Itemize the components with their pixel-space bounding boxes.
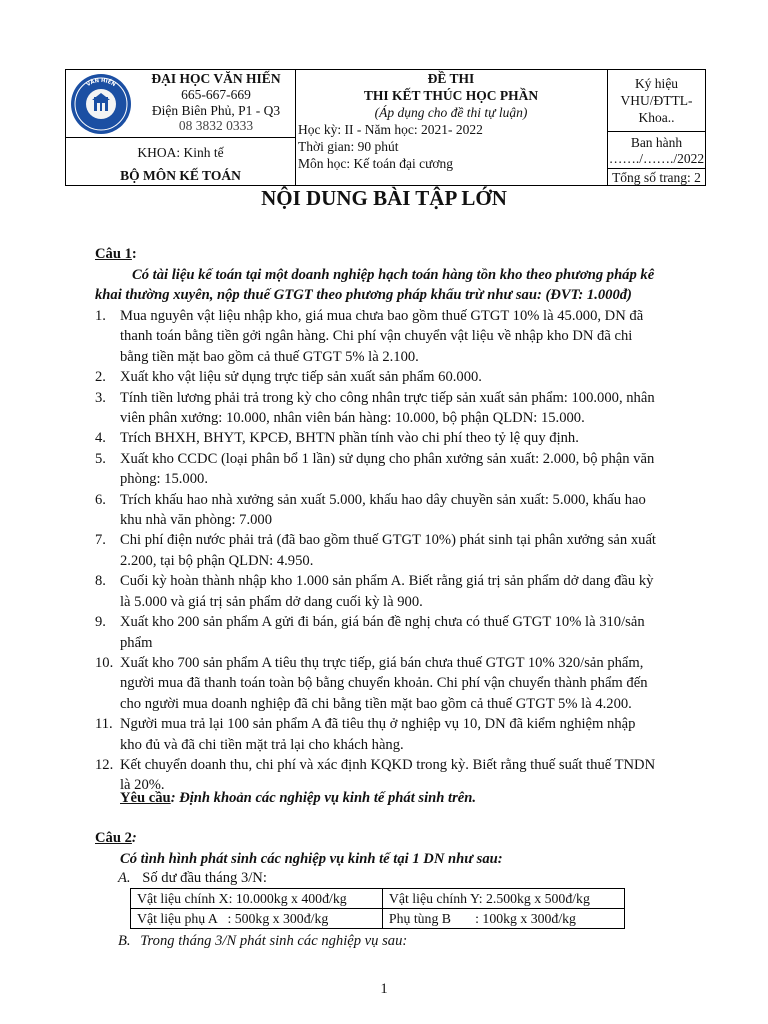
list-item xyxy=(95,388,694,429)
q1-heading xyxy=(95,244,137,264)
logo-text: VĂN HIẾN xyxy=(85,77,117,89)
table-cell: Vật liệu chính X: 10.000kg x 400đ/kg xyxy=(131,889,383,909)
list-item-line: Trích khấu hao nhà xưởng sản xuất 5.000, khấu hao dây chuyền sản xuất: 5.000, khấu hao xyxy=(120,491,646,508)
exam-subject: Môn học: Kế toán đại cương xyxy=(298,156,454,171)
doc-code-value: VHU/ĐTTL- xyxy=(620,93,693,108)
q2-section-a xyxy=(118,868,267,888)
list-item xyxy=(95,306,694,367)
university-name: ĐẠI HỌC VĂN HIẾN xyxy=(151,71,281,86)
q2-intro: Có tình hình phát sinh các nghiệp vụ kinh tế tại 1 DN như sau: xyxy=(120,851,503,867)
list-item-number: 4. xyxy=(95,430,106,447)
list-item-line: kho đủ và đã chi tiền mặt trả lại cho khách hàng. xyxy=(120,736,404,753)
list-item-line: phòng: 15.000. xyxy=(120,471,208,488)
list-item xyxy=(95,490,694,531)
list-item-number: 5. xyxy=(95,450,106,467)
list-item xyxy=(95,612,694,653)
list-item-line: cho người mua doanh nghiệp đã chi bằng tiền mặt bao gồm cả thuế GTGT 5% là 4.200. xyxy=(120,695,632,712)
list-item-number: 7. xyxy=(95,532,106,549)
exam-type: THI KẾT THÚC HỌC PHẦN xyxy=(363,88,539,103)
q2-section-b-label: B. xyxy=(118,933,131,949)
exam-note: (Áp dụng cho đề thi tự luận) xyxy=(374,105,528,120)
list-item-line: Mua nguyên vật liệu nhập kho, giá mua chưa bao gồm thuế GTGT 10% là 45.000, DN đã xyxy=(120,308,644,324)
list-item-line: khu nhà văn phòng: 7.000 xyxy=(120,512,273,529)
list-item-line: người mua đã thanh toán toàn bộ bằng chuyển khoản. Chi phí vận chuyển thành phẩm đến xyxy=(120,675,648,692)
list-item-number: 3. xyxy=(95,389,106,406)
list-item-number: 1. xyxy=(95,308,106,324)
table-cell: Vật liệu chính Y: 2.500kg x 500đ/kg xyxy=(382,889,624,909)
list-item-number: 8. xyxy=(95,573,106,590)
department-name: BỘ MÔN KẾ TOÁN xyxy=(120,168,241,183)
list-item-number: 2. xyxy=(95,369,106,386)
list-item xyxy=(95,530,694,571)
list-item-line: viên phân xưởng: 10.000, nhân viên bán hàng: 10.000, bộ phận QLDN: 15.000. xyxy=(120,410,585,427)
list-item-number: 6. xyxy=(95,491,106,508)
doc-code-label: Ký hiệu xyxy=(634,76,679,91)
list-item xyxy=(95,367,694,387)
table-row xyxy=(131,889,625,909)
list-item xyxy=(95,571,694,612)
list-item-line: Xuất kho CCDC (loại phân bổ 1 lần) sử dụng cho phân xưởng sản xuất: 2.000, bộ phận văn xyxy=(120,450,655,467)
exam-semester: Học kỳ: II - Năm học: 2021- 2022 xyxy=(298,122,483,137)
list-item-line: Người mua trả lại 100 sản phẩm A đã tiêu thụ ở nghiệp vụ 10, DN đã kiểm nghiệm nhập xyxy=(120,716,636,733)
list-item-number: 12. xyxy=(95,756,114,773)
q1-intro-line2: khai thường xuyên, nộp thuế GTGT theo phương pháp khấu trừ như sau: (ĐVT: 1.000đ) xyxy=(95,287,632,303)
list-item-number: 10. xyxy=(95,654,114,671)
q1-label: Câu 1 xyxy=(95,246,132,262)
q1-requirement xyxy=(120,788,476,808)
doc-code-suffix: Khoa.. xyxy=(638,110,675,125)
list-item xyxy=(95,714,694,755)
q1-requirement-label: Yêu cầu xyxy=(120,790,171,806)
q1-requirement-text: : Định khoản các nghiệp vụ kinh tế phát sinh trên. xyxy=(170,790,477,806)
table-cell: Phụ tùng B : 100kg x 300đ/kg xyxy=(382,909,624,929)
q2-colon: : xyxy=(131,830,137,846)
list-item-line: bằng tiền mặt bao gồm cả thuế GTGT 5% là 2.100. xyxy=(120,348,419,365)
list-item xyxy=(95,653,694,714)
issued-date: ……./……./2022 xyxy=(608,151,705,166)
list-item-line: là 5.000 và giá trị sản phẩm dở dang cuối kỳ là 900. xyxy=(120,593,423,610)
exam-duration: Thời gian: 90 phút xyxy=(298,139,399,154)
q1-transaction-list xyxy=(95,306,694,796)
faculty-name: KHOA: Kinh tế xyxy=(137,145,224,160)
list-item-line: Trích BHXH, BHYT, KPCĐ, BHTN phần tính vào chi phí theo tỷ lệ quy định. xyxy=(120,430,579,447)
university-logo xyxy=(70,73,132,135)
table-cell: Vật liệu phụ A : 500kg x 300đ/kg xyxy=(131,909,383,929)
list-item-number: 9. xyxy=(95,614,106,631)
list-item-line: Xuất kho 700 sản phẩm A tiêu thụ trực tiếp, giá bán chưa thuế GTGT 10% 320/sản phẩm, xyxy=(120,654,644,671)
issued-label: Ban hành xyxy=(630,135,683,150)
q1-colon: : xyxy=(131,246,137,262)
list-item-line: Xuất kho 200 sản phẩm A gửi đi bán, giá bán đề nghị chưa có thuế GTGT 10% là 310/sản xyxy=(120,614,645,631)
page-title: NỘI DUNG BÀI TẬP LỚN xyxy=(261,186,507,210)
header-divider xyxy=(66,137,295,138)
q2-section-b-text: Trong tháng 3/N phát sinh các nghiệp vụ sau: xyxy=(140,933,408,949)
opening-balance-table xyxy=(130,888,625,929)
page-number: 1 xyxy=(380,981,388,997)
list-item-line: Cuối kỳ hoàn thành nhập kho 1.000 sản phẩm A. Biết rằng giá trị sản phẩm dở dang đầu kỳ xyxy=(120,573,654,590)
exam-header-table xyxy=(65,69,706,186)
university-phone-2: 08 3832 0333 xyxy=(178,118,254,133)
list-item-line: Tính tiền lương phải trả trong kỳ cho công nhân trực tiếp sản xuất sản phẩm: 100.000, nhân xyxy=(120,389,655,406)
list-item xyxy=(95,428,694,448)
list-item-line: Xuất kho vật liệu sử dụng trực tiếp sản xuất sản phẩm 60.000. xyxy=(120,369,482,386)
list-item-line: là 20%. xyxy=(120,777,165,794)
list-item-number: 11. xyxy=(95,716,113,733)
list-item-line: Kết chuyển doanh thu, chi phí và xác định KQKD trong kỳ. Biết rằng thuế suất thuế TNDN xyxy=(120,756,656,773)
q2-label: Câu 2 xyxy=(95,830,132,846)
q2-section-b xyxy=(118,931,407,951)
total-pages: Tổng số trang: 2 xyxy=(612,170,701,185)
header-divider xyxy=(607,131,706,132)
q2-heading xyxy=(95,828,137,848)
list-item-line: Chi phí điện nước phải trả (đã bao gồm thuế GTGT 10%) phát sinh tại phân xưởng sản xuất xyxy=(120,532,656,549)
university-address: Điện Biên Phủ, P1 - Q3 xyxy=(151,103,281,118)
list-item-line: thanh toán bằng tiền gởi ngân hàng. Chi phí vận chuyển vật liệu về nhập kho DN đã chi xyxy=(120,328,633,345)
list-item xyxy=(95,449,694,490)
header-divider xyxy=(607,168,706,169)
q2-section-a-label: A. xyxy=(118,870,131,886)
list-item-line: phẩm xyxy=(120,634,153,651)
university-phone: 665-667-669 xyxy=(181,87,251,102)
exam-label: ĐỀ THI xyxy=(427,71,475,86)
table-row xyxy=(131,909,625,929)
q1-intro-line1: Có tài liệu kế toán tại một doanh nghiệp hạch toán hàng tồn kho theo phương pháp kê xyxy=(132,267,655,283)
q2-section-a-text: Số dư đầu tháng 3/N: xyxy=(142,870,267,886)
list-item-line: 2.200, tại bộ phận QLDN: 4.950. xyxy=(120,552,314,569)
